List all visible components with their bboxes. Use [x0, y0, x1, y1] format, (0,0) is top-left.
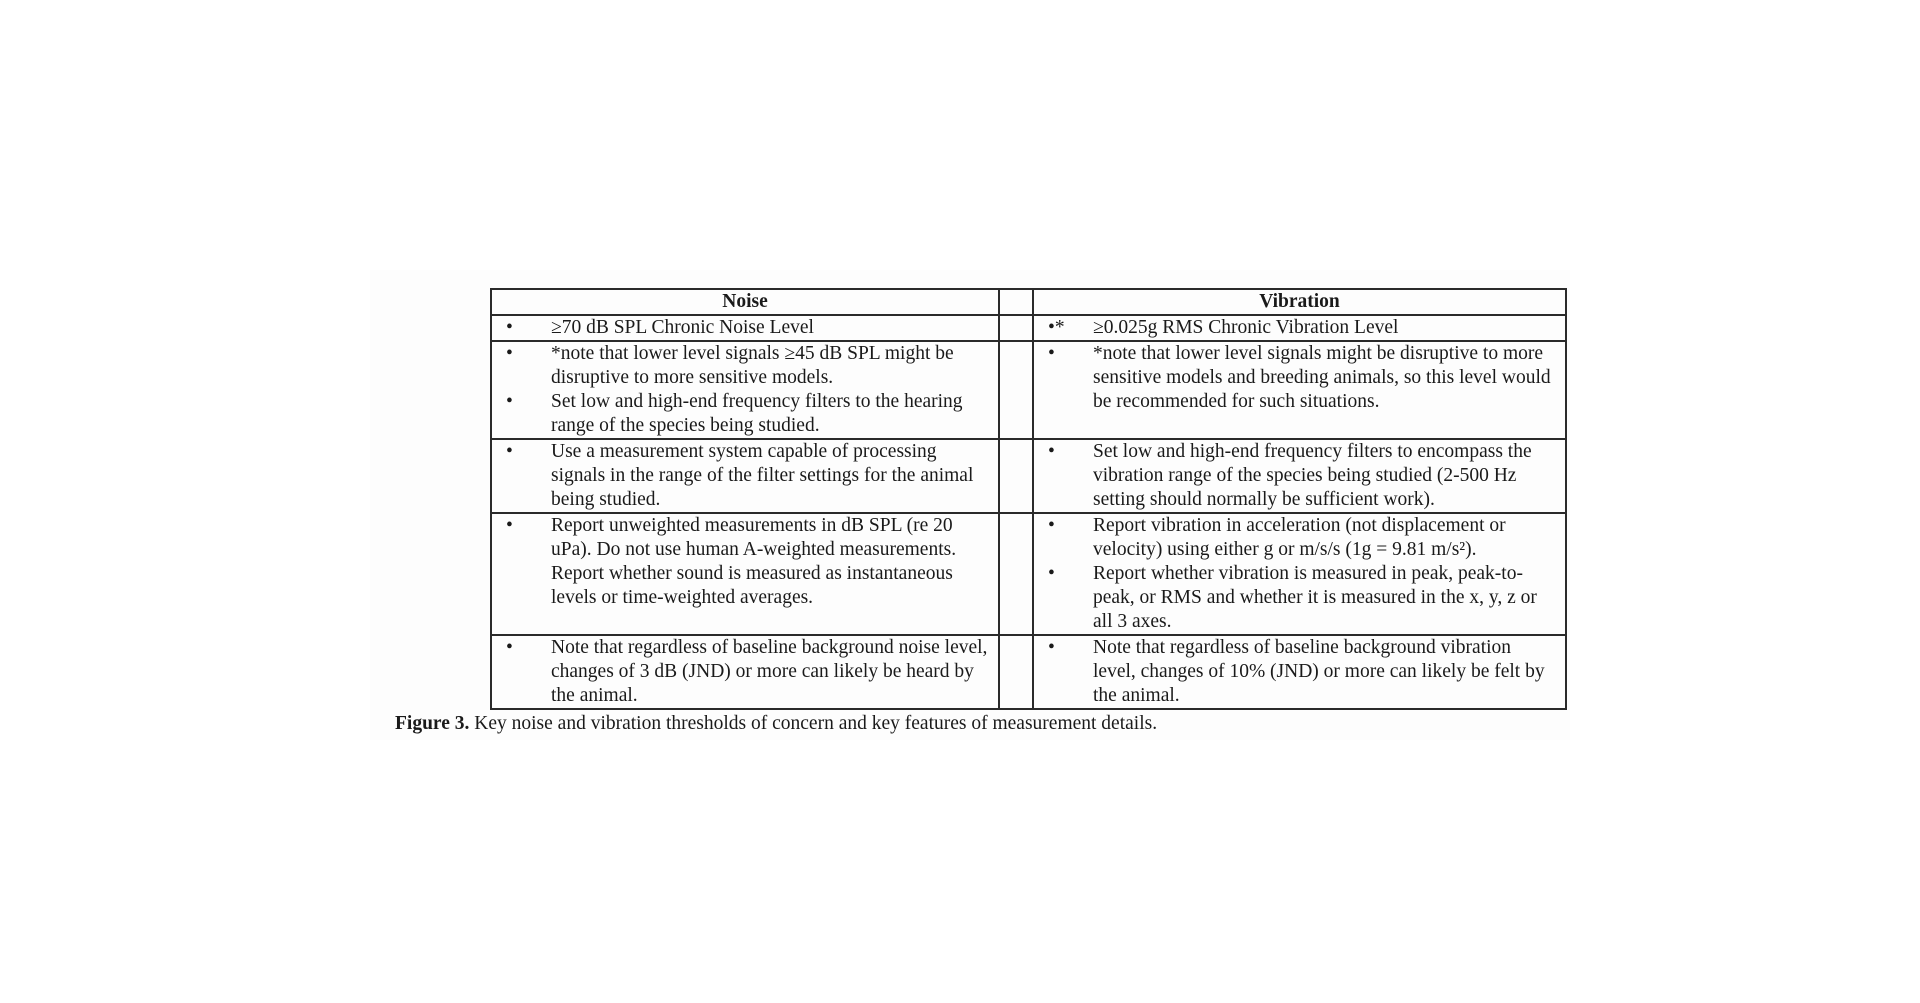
spacer-cell: [999, 635, 1033, 709]
noise-column-header: Noise: [491, 289, 999, 315]
table-body: [491, 315, 1566, 709]
figure-panel: [370, 270, 1570, 740]
caption-text: Key noise and vibration thresholds of concern and key features of measurement details.: [469, 713, 1158, 734]
bullet-marker: •: [1048, 441, 1055, 462]
table-row: [491, 315, 1566, 341]
bullet-text: Report unweighted measurements in dB SPL (re 20 uPa). Do not use human A-weighted measurements. Report whether sound is measured as instantaneous levels or time-weighted averages.: [551, 515, 957, 608]
bullet-marker: •: [506, 317, 513, 338]
bullet-text: Report vibration in acceleration (not displacement or velocity) using either g or m/s/s (1g = 9.81 m/s²).: [1093, 515, 1506, 560]
vibration-cell: [1033, 439, 1566, 513]
vibration-column-header: Vibration: [1033, 289, 1566, 315]
noise-cell: [491, 439, 999, 513]
spacer-cell: [999, 513, 1033, 635]
bullet-text: Set low and high-end frequency filters to encompass the vibration range of the species being studied (2-500 Hz setting should normally be sufficient work).: [1093, 441, 1532, 510]
bullet-marker: •*: [1048, 317, 1065, 338]
bullet-item: [506, 342, 990, 390]
bullet-text: Use a measurement system capable of processing signals in the range of the filter settings for the animal being studied.: [551, 441, 974, 510]
table-row: [491, 635, 1566, 709]
bullet-item: [506, 514, 990, 610]
noise-cell: [491, 513, 999, 635]
bullet-item: [1048, 342, 1557, 414]
vibration-cell: [1033, 513, 1566, 635]
bullet-marker: •: [1048, 563, 1055, 584]
vibration-cell: [1033, 315, 1566, 341]
bullet-text: ≥70 dB SPL Chronic Noise Level: [551, 317, 814, 338]
bullet-marker: •: [506, 343, 513, 364]
table-row: [491, 341, 1566, 439]
bullet-text: *note that lower level signals might be disruptive to more sensitive models and breeding animals, so this level would be recommended for such situations.: [1093, 343, 1551, 412]
figure-caption: [395, 712, 1157, 736]
bullet-marker: •: [506, 391, 513, 412]
bullet-marker: •: [1048, 637, 1055, 658]
noise-cell: [491, 635, 999, 709]
bullet-item: [506, 636, 990, 708]
noise-cell: [491, 315, 999, 341]
vibration-cell: [1033, 341, 1566, 439]
bullet-text: ≥0.025g RMS Chronic Vibration Level: [1093, 317, 1399, 338]
bullet-text: Report whether vibration is measured in peak, peak-to-peak, or RMS and whether it is measured in the x, y, z or all 3 axes.: [1093, 563, 1537, 632]
caption-label: Figure 3.: [395, 713, 470, 734]
spacer-cell: [999, 439, 1033, 513]
bullet-text: Note that regardless of baseline background noise level, changes of 3 dB (JND) or more can likely be heard by the animal.: [551, 637, 988, 706]
table-row: [491, 439, 1566, 513]
bullet-marker: •: [506, 515, 513, 536]
bullet-text: *note that lower level signals ≥45 dB SPL might be disruptive to more sensitive models.: [551, 343, 954, 388]
bullet-item: [506, 390, 990, 438]
bullet-text: Set low and high-end frequency filters to the hearing range of the species being studied.: [551, 391, 963, 436]
bullet-text: Note that regardless of baseline background vibration level, changes of 10% (JND) or more can likely be felt by the animal.: [1093, 637, 1545, 706]
vibration-cell: [1033, 635, 1566, 709]
bullet-item: [1048, 440, 1557, 512]
spacer-cell: [999, 315, 1033, 341]
bullet-item: [506, 440, 990, 512]
table-row: [491, 513, 1566, 635]
bullet-marker: •: [506, 637, 513, 658]
noise-cell: [491, 341, 999, 439]
bullet-item: [506, 316, 990, 340]
spacer-cell: [999, 341, 1033, 439]
bullet-marker: •: [1048, 515, 1055, 536]
bullet-item: [1048, 316, 1557, 340]
bullet-item: [1048, 636, 1557, 708]
header-row: [491, 289, 1566, 315]
bullet-marker: •: [1048, 343, 1055, 364]
thresholds-table: [490, 288, 1567, 710]
spacer-column-header: [999, 289, 1033, 315]
bullet-item: [1048, 562, 1557, 634]
bullet-marker: •: [506, 441, 513, 462]
bullet-item: [1048, 514, 1557, 562]
